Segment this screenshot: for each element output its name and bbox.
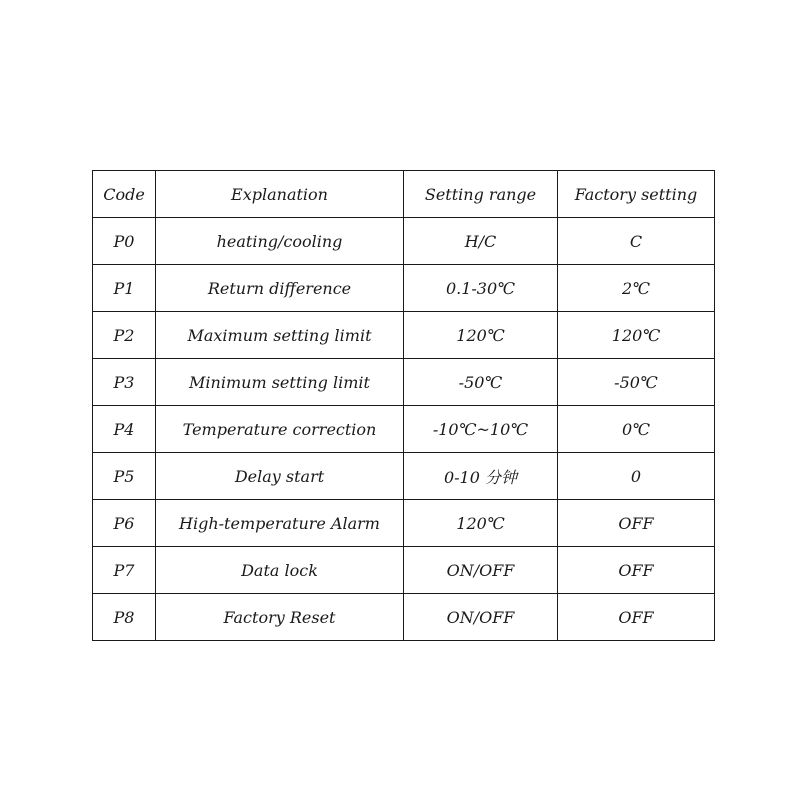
cell-explanation: Maximum setting limit bbox=[156, 312, 404, 359]
cell-setting-range: -10℃~10℃ bbox=[404, 406, 558, 453]
cell-explanation: Return difference bbox=[156, 265, 404, 312]
cell-code: P2 bbox=[93, 312, 156, 359]
cell-factory-setting: 2℃ bbox=[558, 265, 715, 312]
cell-factory-setting: C bbox=[558, 218, 715, 265]
cell-explanation: Temperature correction bbox=[156, 406, 404, 453]
header-code: Code bbox=[93, 171, 156, 218]
cell-setting-range: 120℃ bbox=[404, 312, 558, 359]
header-factory-setting: Factory setting bbox=[558, 171, 715, 218]
table-row bbox=[93, 406, 715, 453]
cell-setting-range: 0-10 分钟 bbox=[404, 453, 558, 500]
cell-code: P3 bbox=[93, 359, 156, 406]
table-row bbox=[93, 594, 715, 641]
cell-factory-setting: -50℃ bbox=[558, 359, 715, 406]
table-row bbox=[93, 312, 715, 359]
cell-factory-setting: OFF bbox=[558, 500, 715, 547]
cell-code: P7 bbox=[93, 547, 156, 594]
cell-code: P6 bbox=[93, 500, 156, 547]
table-row bbox=[93, 500, 715, 547]
cell-explanation: heating/cooling bbox=[156, 218, 404, 265]
cell-setting-range: ON/OFF bbox=[404, 594, 558, 641]
header-explanation: Explanation bbox=[156, 171, 404, 218]
cell-factory-setting: 0 bbox=[558, 453, 715, 500]
cell-code: P1 bbox=[93, 265, 156, 312]
table-row bbox=[93, 547, 715, 594]
cell-factory-setting: OFF bbox=[558, 547, 715, 594]
table-row bbox=[93, 453, 715, 500]
parameter-table bbox=[92, 170, 715, 641]
cell-explanation: High-temperature Alarm bbox=[156, 500, 404, 547]
cell-explanation: Minimum setting limit bbox=[156, 359, 404, 406]
cell-factory-setting: 120℃ bbox=[558, 312, 715, 359]
cell-factory-setting: 0℃ bbox=[558, 406, 715, 453]
cell-code: P8 bbox=[93, 594, 156, 641]
cell-code: P5 bbox=[93, 453, 156, 500]
table-row bbox=[93, 265, 715, 312]
cell-factory-setting: OFF bbox=[558, 594, 715, 641]
table-row bbox=[93, 359, 715, 406]
header-row bbox=[93, 171, 715, 218]
cell-setting-range: -50℃ bbox=[404, 359, 558, 406]
cell-code: P0 bbox=[93, 218, 156, 265]
cell-code: P4 bbox=[93, 406, 156, 453]
cell-setting-range: 0.1-30℃ bbox=[404, 265, 558, 312]
table-row bbox=[93, 218, 715, 265]
table-body bbox=[93, 218, 715, 641]
cell-explanation: Factory Reset bbox=[156, 594, 404, 641]
table-header bbox=[93, 171, 715, 218]
cell-setting-range: 120℃ bbox=[404, 500, 558, 547]
cell-setting-range: H/C bbox=[404, 218, 558, 265]
header-setting-range: Setting range bbox=[404, 171, 558, 218]
cell-setting-range: ON/OFF bbox=[404, 547, 558, 594]
cell-explanation: Data lock bbox=[156, 547, 404, 594]
cell-explanation: Delay start bbox=[156, 453, 404, 500]
